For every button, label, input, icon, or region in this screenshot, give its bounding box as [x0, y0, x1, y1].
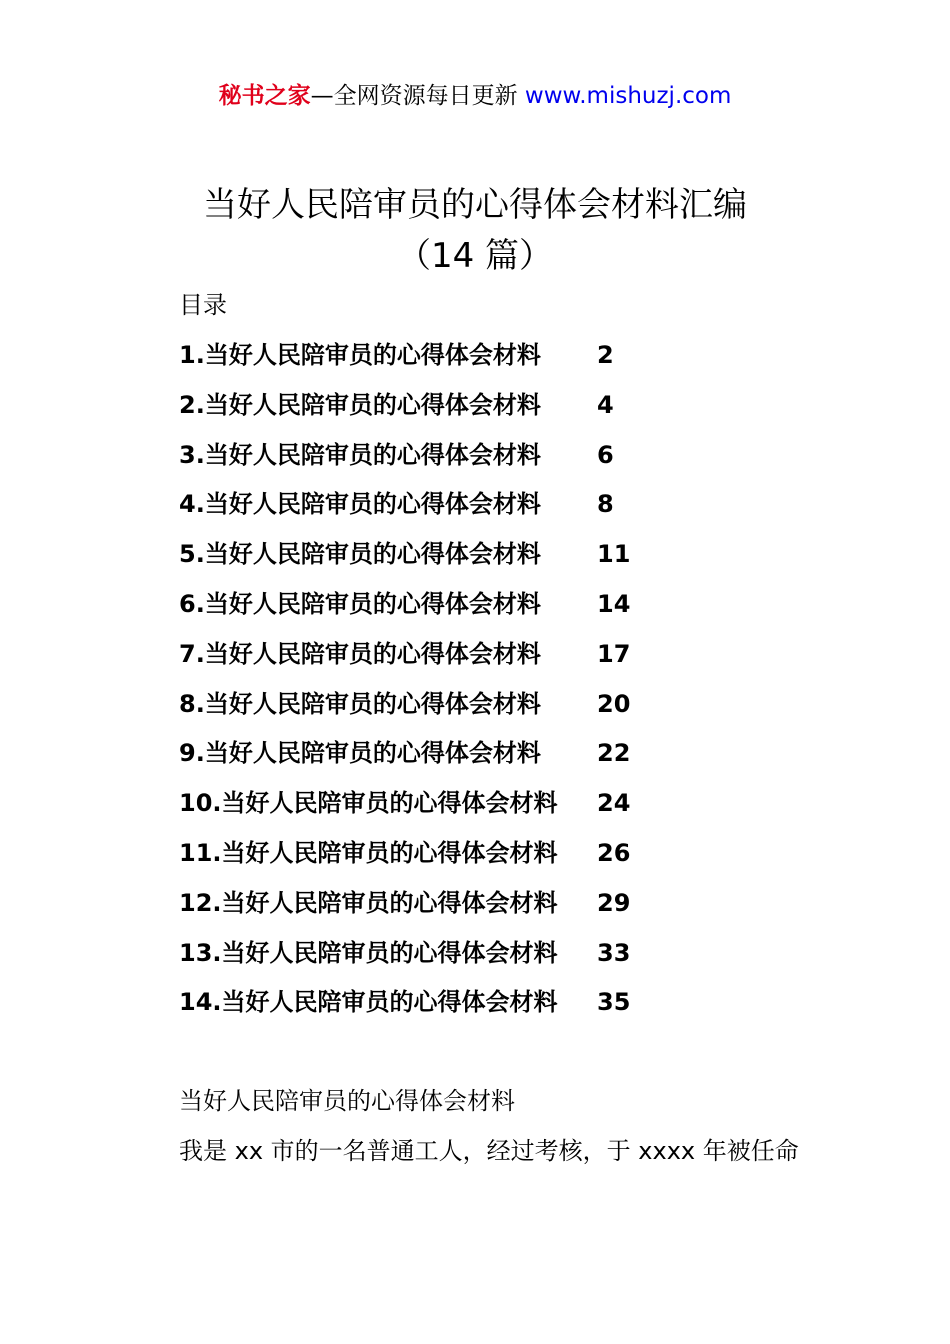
toc-entry-label: 12.当好人民陪审员的心得体会材料: [179, 888, 558, 917]
toc-entry-label: 1.当好人民陪审员的心得体会材料: [179, 341, 541, 369]
toc-entry-label: 9.当好人民陪审员的心得体会材料: [179, 739, 541, 768]
toc-entry-label: 3.当好人民陪审员的心得体会材料: [179, 440, 541, 469]
toc-entry-page: 17: [597, 639, 631, 668]
toc-entry-page: 2: [597, 341, 614, 369]
toc-entry[interactable]: [179, 585, 779, 635]
site-url-link[interactable]: www.mishuzj.com: [524, 83, 732, 109]
toc-entry[interactable]: [179, 635, 779, 685]
toc-entry-label: 5.当好人民陪审员的心得体会材料: [179, 540, 541, 569]
toc-entry[interactable]: [179, 336, 779, 386]
body-paragraph: 我是 xx 市的一名普通工人，经过考核，于 xxxx 年被任命: [179, 1137, 799, 1165]
toc-entry-page: 33: [597, 938, 631, 967]
toc-entry-label: 10.当好人民陪审员的心得体会材料: [179, 789, 558, 818]
toc-entry-page: 29: [597, 888, 631, 917]
toc-entry-page: 22: [597, 739, 631, 768]
site-header: [0, 80, 950, 112]
toc-entry-label: 11.当好人民陪审员的心得体会材料: [179, 838, 558, 867]
toc-entry[interactable]: [179, 535, 779, 585]
toc-entry[interactable]: [179, 685, 779, 735]
toc-entry-label: 7.当好人民陪审员的心得体会材料: [179, 639, 541, 668]
toc-entry[interactable]: [179, 834, 779, 884]
toc-entry-page: 14: [597, 589, 631, 618]
toc-entry-page: 26: [597, 838, 631, 867]
toc-entry-label: 8.当好人民陪审员的心得体会材料: [179, 689, 541, 718]
toc-entry-label: 4.当好人民陪审员的心得体会材料: [179, 490, 541, 519]
toc-heading: 目录: [179, 291, 227, 319]
document-title: 当好人民陪审员的心得体会材料汇编: [203, 185, 747, 225]
toc-entry-page: 11: [597, 540, 631, 569]
toc-entry[interactable]: [179, 734, 779, 784]
toc-entry-label: 2.当好人民陪审员的心得体会材料: [179, 390, 541, 419]
toc-entry-page: 20: [597, 689, 631, 718]
toc-entry[interactable]: [179, 436, 779, 486]
header-tagline: —全网资源每日更新: [310, 83, 518, 109]
toc-entry-page: 8: [597, 490, 614, 519]
toc-entry-page: 24: [597, 789, 631, 818]
toc-entry[interactable]: [179, 784, 779, 834]
toc-entry-label: 13.当好人民陪审员的心得体会材料: [179, 938, 558, 967]
table-of-contents: [179, 336, 779, 1033]
toc-entry[interactable]: [179, 934, 779, 984]
toc-entry-page: 6: [597, 440, 614, 469]
toc-entry[interactable]: [179, 983, 779, 1033]
toc-entry[interactable]: [179, 386, 779, 436]
toc-entry-label: 14.当好人民陪审员的心得体会材料: [179, 988, 558, 1017]
toc-entry-page: 35: [597, 988, 631, 1017]
section-title: 当好人民陪审员的心得体会材料: [179, 1087, 515, 1115]
toc-entry-page: 4: [597, 390, 614, 419]
document-subtitle: （14 篇）: [396, 236, 554, 276]
toc-entry[interactable]: [179, 485, 779, 535]
toc-entry[interactable]: [179, 884, 779, 934]
toc-entry-label: 6.当好人民陪审员的心得体会材料: [179, 589, 541, 618]
brand-name: 秘书之家: [218, 83, 311, 109]
